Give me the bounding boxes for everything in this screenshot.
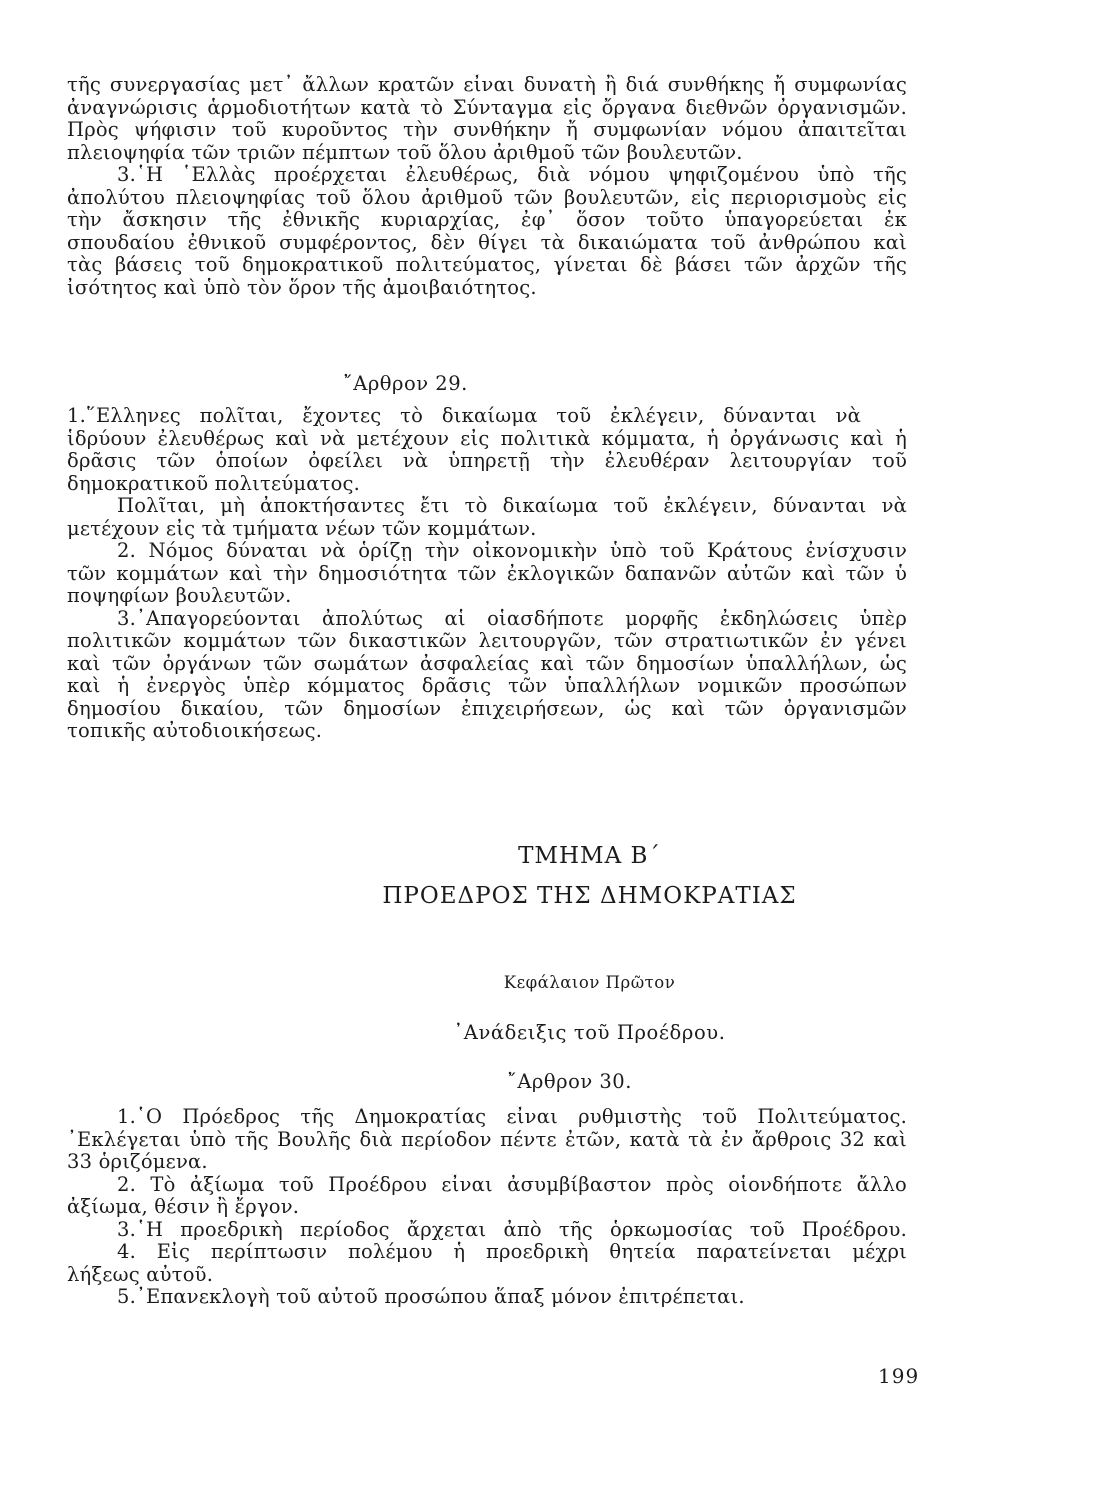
chapter-subtitle: ᾽Ανάδειξις τοῦ Προέδρου. [453, 1021, 726, 1044]
text-line: ἀπολύτου πλειοψηφίας τοῦ ὅλου ἀριθμοῦ τῶν βουλευτῶν, εἰς περιορισμοὺς εἰς [67, 186, 907, 209]
article-30-body [67, 1106, 907, 1309]
text-line: ἰσότητος καὶ ὑπὸ τὸν ὅρον τῆς ἀμοιβαιότητος. [67, 276, 537, 299]
article-30-title: ῎Αρθρον 30. [507, 1070, 632, 1093]
text-line: μετέχουν εἰς τὰ τμήματα νέων τῶν κομμάτων. [67, 517, 537, 540]
text-line: 2. Τὸ ἀξίωμα τοῦ Προέδρου εἶναι ἀσυμβίβαστον πρὸς οἱονδήποτε ἄλλο [117, 1173, 907, 1196]
text-line: ἱδρύουν ἐλευθέρως καὶ νὰ μετέχουν εἰς πολιτικὰ κόμματα, ἡ ὀργάνωσις καὶ ἡ [67, 427, 907, 450]
text-line: 2. Νόμος δύναται νὰ ὁρίζῃ τὴν οἰκονομικὴν ὑπὸ τοῦ Κράτους ἐνίσχυσιν [117, 540, 907, 562]
text-line: καὶ ἡ ἐνεργὸς ὑπὲρ κόμματος δρᾶσις τῶν ὑπαλλήλων νομικῶν προσώπων [67, 675, 907, 697]
text-line: 1.῾Ο Πρόεδρος τῆς Δημοκρατίας εἶναι ρυθμιστὴς τοῦ Πολιτεύματος. [117, 1106, 907, 1128]
text-line: τὰς βάσεις τοῦ δημοκρατικοῦ πολιτεύματος, γίνεται δὲ βάσει τῶν ἀρχῶν τῆς [67, 254, 907, 276]
article-29-title: ῎Αρθρον 29. [343, 372, 468, 395]
text-line: πλειοψηφία τῶν τριῶν πέμπτων τοῦ ὅλου ἀριθμοῦ τῶν βουλευτῶν. [67, 141, 743, 164]
section-subtitle: ΠΡΟΕΔΡΟΣ ΤΗΣ ΔΗΜΟΚΡΑΤΙΑΣ [382, 883, 797, 909]
text-line: Πρὸς ψήφισιν τοῦ κυροῦντος τὴν συνθήκην ἤ συμφωνίαν νόμου ἀπαιτεῖται [67, 119, 907, 141]
text-line: τοπικῆς αὐτοδιοικήσεως. [67, 720, 323, 742]
text-line: δρᾶσις τῶν ὁποίων ὀφείλει νὰ ὑπηρετῇ τὴν ἐλευθέραν λειτουργίαν τοῦ [67, 450, 907, 472]
text-line: 33 ὁριζόμενα. [67, 1151, 208, 1173]
text-line: πολιτικῶν κομμάτων τῶν δικαστικῶν λειτουργῶν, τῶν στρατιωτικῶν ἐν γένει [67, 630, 907, 652]
text-line: 4. Εἰς περίπτωσιν πολέμου ἡ προεδρικὴ θητεία παρατείνεται μέχρι [117, 1241, 907, 1263]
text-line: τῆς συνεργασίας μετ᾽ ἄλλων κρατῶν εἶναι δυνατὴ ἢ διά συνθήκης ἤ συμφωνίας [67, 74, 907, 96]
text-line: 1.῞Ελληνες πολῖται, ἔχοντες τὸ δικαίωμα τοῦ ἐκλέγειν, δύνανται νὰ [67, 405, 861, 427]
text-line: ποψηφίων βουλευτῶν. [67, 585, 292, 607]
text-line: ᾽Εκλέγεται ὑπὸ τῆς Βουλῆς διὰ περίοδον πέντε ἐτῶν, κατὰ τὰ ἐν ἄρθροις 32 καὶ [67, 1128, 907, 1151]
article-29-body [67, 405, 907, 743]
text-line: καὶ τῶν ὀργάνων τῶν σωμάτων ἀσφαλείας καὶ τῶν δημοσίων ὑπαλλήλων, ὡς [67, 652, 907, 675]
text-line: τῶν κομμάτων καὶ τὴν δημοσιότητα τῶν ἐκλογικῶν δαπανῶν αὐτῶν καὶ τῶν ὑ [67, 562, 907, 585]
text-line: 3.῾Η προεδρικὴ περίοδος ἄρχεται ἀπὸ τῆς ὁρκωμοσίας τοῦ Προέδρου. [117, 1218, 907, 1241]
page-number: 199 [878, 1364, 920, 1388]
text-line: 3.᾽Απαγορεύονται ἀπολύτως αἱ οἱασδήποτε μορφῆς ἐκδηλώσεις ὑπὲρ [117, 607, 907, 630]
text-line: 3.῾Η ῾Ελλὰς προέρχεται ἐλευθέρως, διὰ νόμου ψηφιζομένου ὑπὸ τῆς [117, 164, 907, 186]
text-line: ἀξίωμα, θέσιν ἢ ἔργον. [67, 1196, 300, 1218]
text-line: ἀναγνώρισις ἁρμοδιοτήτων κατὰ τὸ Σύνταγμα εἰς ὄργανα διεθνῶν ὀργανισμῶν. [67, 96, 907, 119]
text-line: 5.᾽Επανεκλογὴ τοῦ αὐτοῦ προσώπου ἅπαξ μόνον ἐπιτρέπεται. [117, 1286, 745, 1308]
section-title: ΤΜΗΜΑ Β΄ [518, 843, 661, 869]
text-line: τὴν ἄσκησιν τῆς ἐθνικῆς κυριαρχίας, ἐφ᾽ ὅσον τοῦτο ὑπαγορεύεται ἐκ [67, 209, 907, 231]
text-line: σπουδαίου ἐθνικοῦ συμφέροντος, δὲν θίγει τὰ δικαιώματα τοῦ ἀνθρώπου καὶ [67, 231, 907, 254]
text-line: Πολῖται, μὴ ἀποκτήσαντες ἔτι τὸ δικαίωμα τοῦ ἐκλέγειν, δύνανται νὰ [117, 495, 907, 517]
text-line: λήξεως αὐτοῦ. [67, 1263, 214, 1286]
text-line: δημοκρατικοῦ πολιτεύματος. [67, 472, 361, 495]
text-line: δημοσίου δικαίου, τῶν δημοσίων ἐπιχειρήσεων, ὡς καὶ τῶν ὀργανισμῶν [67, 697, 907, 720]
continuation-paragraph [67, 74, 907, 299]
chapter-title: Κεφάλαιον Πρῶτον [503, 973, 676, 992]
